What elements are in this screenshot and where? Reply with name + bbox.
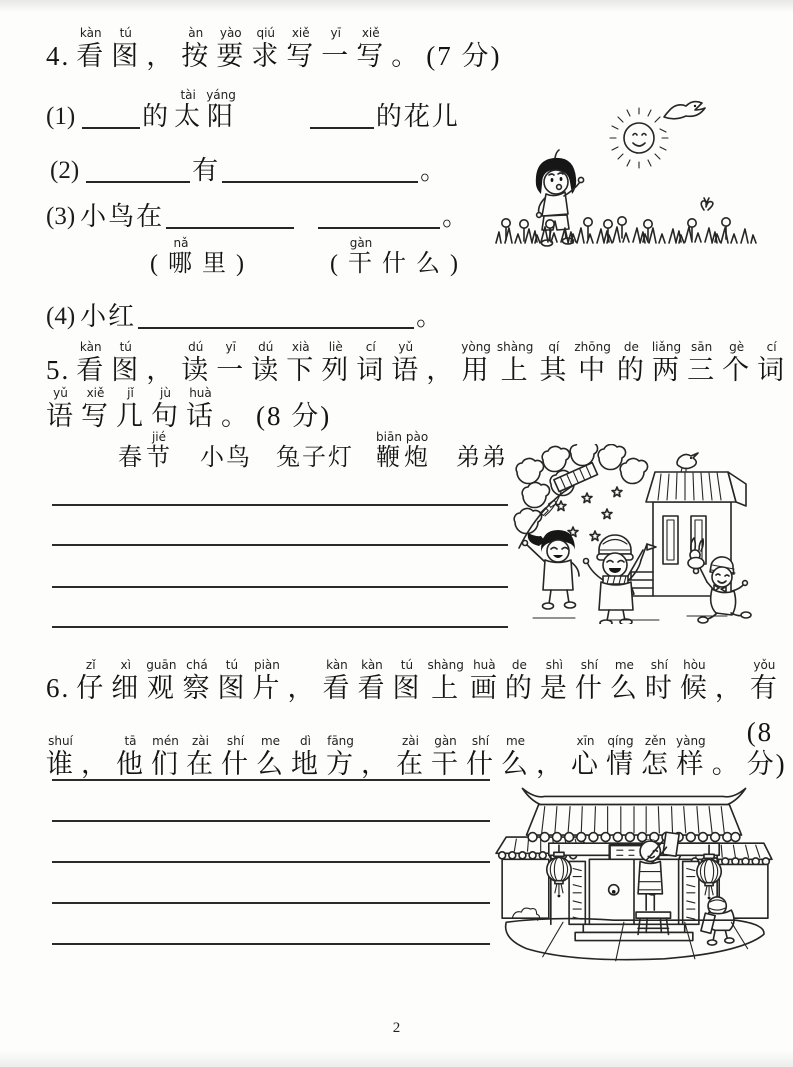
ruby-token: zǐ 仔 xyxy=(76,658,106,703)
ruby-token: de 的 xyxy=(504,658,534,703)
item-text xyxy=(142,88,236,132)
q4-item-2 xyxy=(50,142,448,186)
ruby-token: xīn 心 xyxy=(571,734,600,779)
q4-heading-text xyxy=(46,26,501,72)
ruby-token: 春 xyxy=(118,445,144,471)
answer-line[interactable] xyxy=(52,902,490,904)
fill-blank[interactable] xyxy=(86,177,190,183)
ruby-token: yào 要 xyxy=(216,26,246,71)
ruby-token: fāng 方 xyxy=(326,734,355,779)
answer-line[interactable] xyxy=(52,544,508,546)
ruby-token: gè 个 xyxy=(722,340,752,385)
ruby-token: 。 xyxy=(711,749,741,779)
ruby-token: dì 地 xyxy=(291,734,320,779)
ruby-token: liè 列 xyxy=(321,340,351,385)
item-text xyxy=(442,188,470,232)
ruby-token: mén 们 xyxy=(151,734,180,779)
ruby-token: piàn 片 xyxy=(252,658,282,703)
ruby-token: yǒu 有 xyxy=(749,658,779,703)
answer-line[interactable] xyxy=(52,504,508,506)
ruby-token: shí 什 xyxy=(466,734,495,779)
ruby-token: 。 xyxy=(416,302,445,331)
ruby-token: yǔ 语 xyxy=(46,386,75,431)
ruby-token: kàn 看 xyxy=(76,340,106,385)
fill-blank[interactable] xyxy=(310,123,374,129)
ruby-token: 有 xyxy=(192,156,221,185)
word-xiaoniao xyxy=(200,430,252,472)
answer-line[interactable] xyxy=(52,943,490,945)
ruby-token: biān 鞭 xyxy=(376,430,402,471)
question-6-heading xyxy=(46,658,779,704)
ruby-token: 的 xyxy=(142,102,171,131)
grass-and-flowers xyxy=(496,198,756,243)
ruby-token: gàn 干 xyxy=(431,734,460,779)
ruby-token: yòng 用 xyxy=(461,340,491,385)
bird-icon xyxy=(664,102,705,119)
item-text xyxy=(80,288,136,332)
scan-edge-top xyxy=(0,0,793,12)
ruby-token: shí 时 xyxy=(644,658,674,703)
ruby-token: shí 什 xyxy=(574,658,604,703)
q4-item-4 xyxy=(46,288,444,332)
ruby-token: 里 xyxy=(202,251,228,277)
ruby-token: ， xyxy=(426,355,456,385)
butterfly-icon xyxy=(701,198,713,210)
newyear-celebration-illustration xyxy=(503,444,773,624)
ruby-token: ， xyxy=(81,749,110,779)
word-didi xyxy=(456,430,508,472)
answer-line[interactable] xyxy=(52,626,508,628)
ruby-token: 。 xyxy=(391,41,421,71)
ruby-token: dú 读 xyxy=(251,340,281,385)
answer-line[interactable] xyxy=(52,586,508,588)
ruby-token: 小红 xyxy=(80,302,137,331)
ruby-token: dú 读 xyxy=(181,340,211,385)
ruby-token: huà 画 xyxy=(469,658,499,703)
ruby-token: ， xyxy=(146,41,176,71)
ruby-token: 小鸟在 xyxy=(80,202,165,231)
item-text xyxy=(192,142,220,186)
ruby-token: ， xyxy=(361,749,390,779)
ruby-token: sān 三 xyxy=(687,340,717,385)
ruby-token: shàng 上 xyxy=(496,340,534,385)
ruby-token: qiú 求 xyxy=(251,26,281,71)
ruby-token: de 的 xyxy=(616,340,646,385)
ruby-token: 么 xyxy=(416,251,442,277)
ruby-token: ， xyxy=(536,749,565,779)
ruby-token: zài 在 xyxy=(396,734,425,779)
ruby-token: yī 一 xyxy=(321,26,351,71)
ruby-token: cí 词 xyxy=(356,340,386,385)
item-text xyxy=(420,142,448,186)
ruby-token: yáng 阳 xyxy=(206,88,236,131)
item-text xyxy=(376,88,460,132)
ruby-token: ) xyxy=(236,251,246,277)
hint-where xyxy=(150,236,246,278)
ruby-token: cí 词 xyxy=(757,340,787,385)
ruby-token: ( xyxy=(330,251,340,277)
word-tuzideng xyxy=(276,430,354,472)
ruby-token: qí 其 xyxy=(539,340,569,385)
bird-icon xyxy=(677,453,698,472)
ruby-token: me 么 xyxy=(501,734,530,779)
ruby-token: tú 图 xyxy=(217,658,247,703)
ruby-token: jǐ 几 xyxy=(116,386,145,431)
ruby-token: yàng 样 xyxy=(676,734,706,779)
question-5-heading-line2 xyxy=(46,386,331,432)
ruby-token: chá 察 xyxy=(182,658,212,703)
item-text xyxy=(416,288,444,332)
ruby-token: yī 一 xyxy=(216,340,246,385)
ruby-token: ， xyxy=(287,673,317,703)
ruby-token: me 么 xyxy=(609,658,639,703)
ruby-token: pào 炮 xyxy=(404,430,430,471)
fill-blank[interactable] xyxy=(222,177,418,183)
ruby-token: 6. xyxy=(46,673,71,703)
ruby-token: shuí 谁 xyxy=(46,734,75,779)
q4-item-3 xyxy=(46,188,470,232)
ruby-token: nǎ 哪 xyxy=(168,236,194,277)
ruby-token: 的花儿 xyxy=(375,102,460,131)
ruby-token: gàn 干 xyxy=(348,236,374,277)
ruby-token: liǎng 两 xyxy=(651,340,682,385)
ruby-token: 。 xyxy=(420,156,449,185)
fill-blank[interactable] xyxy=(166,223,294,229)
q6-heading-line2 xyxy=(46,702,793,780)
spring-couplets-illustration xyxy=(492,770,776,968)
ruby-token: tā 他 xyxy=(116,734,145,779)
ruby-token: 弟弟 xyxy=(456,445,508,471)
item-label: (4) xyxy=(46,303,76,330)
ruby-token: shì 是 xyxy=(539,658,569,703)
ruby-token: (8 分) xyxy=(256,401,332,431)
item-label: (1) xyxy=(46,103,76,130)
ruby-token: tú 图 xyxy=(111,340,141,385)
ruby-token: tú 图 xyxy=(111,26,141,71)
ruby-token: 5. xyxy=(46,355,71,385)
q4-item-3-hints xyxy=(150,236,460,278)
ruby-token: (7 分) xyxy=(426,41,502,71)
ruby-token: ， xyxy=(714,673,744,703)
ruby-token: me 么 xyxy=(256,734,285,779)
answer-line[interactable] xyxy=(52,861,490,863)
item-text xyxy=(80,188,164,232)
fill-blank[interactable] xyxy=(318,223,440,229)
ruby-token: 什 xyxy=(382,251,408,277)
ruby-token: tài 太 xyxy=(174,88,203,131)
ruby-token: xiě 写 xyxy=(356,26,386,71)
word-bianpao xyxy=(376,430,430,472)
ruby-token: 。 xyxy=(221,401,250,431)
question-5-heading xyxy=(46,340,786,386)
hint-doing-what xyxy=(330,236,460,278)
q4-item-1 xyxy=(46,88,460,132)
page-number: 2 xyxy=(392,1020,401,1036)
ruby-token: shàng 上 xyxy=(427,658,464,703)
item-label: (3) xyxy=(46,203,76,230)
ruby-token: jié 节 xyxy=(146,430,172,471)
question-6-heading-line2 xyxy=(46,702,793,780)
ruby-token: kàn 看 xyxy=(322,658,352,703)
ruby-token: xiě 写 xyxy=(81,386,110,431)
smoke-clouds xyxy=(514,444,647,534)
ruby-token: xiě 写 xyxy=(286,26,316,71)
q6-heading-line1 xyxy=(46,658,779,704)
ruby-token: zhōng 中 xyxy=(574,340,611,385)
ruby-token: xià 下 xyxy=(286,340,316,385)
ruby-token: tú 图 xyxy=(392,658,422,703)
answer-line[interactable] xyxy=(52,820,490,822)
word-chunjie xyxy=(118,430,172,472)
fill-blank[interactable] xyxy=(138,323,414,329)
ruby-token: àn 按 xyxy=(181,26,211,71)
question-4-heading xyxy=(46,26,501,72)
ruby-token: ， xyxy=(146,355,176,385)
ruby-token: ( xyxy=(150,251,160,277)
ruby-token: guān 观 xyxy=(146,658,177,703)
ruby-token: huà 话 xyxy=(186,386,215,431)
ruby-token: zěn 怎 xyxy=(641,734,670,779)
ruby-token: shí 什 xyxy=(221,734,250,779)
ruby-token: yǔ 语 xyxy=(391,340,421,385)
ruby-token: hòu 候 xyxy=(679,658,709,703)
item-label: (2) xyxy=(50,157,80,184)
meadow-illustration xyxy=(492,90,762,250)
word-list xyxy=(118,430,508,472)
ruby-token: xì 细 xyxy=(111,658,141,703)
ruby-token: kàn 看 xyxy=(76,26,106,71)
ruby-token: qíng 情 xyxy=(606,734,635,779)
ruby-token: zài 在 xyxy=(186,734,215,779)
ruby-token: 4. xyxy=(46,41,71,71)
girl-figure xyxy=(523,530,580,609)
ruby-token: 小鸟 xyxy=(200,445,252,471)
ruby-token: 。 xyxy=(442,202,471,231)
sun-icon xyxy=(610,108,668,168)
ruby-token: kàn 看 xyxy=(357,658,387,703)
q5-heading-line2 xyxy=(46,386,331,432)
ruby-token: 兔子灯 xyxy=(276,445,354,471)
ruby-token: (8 分) xyxy=(746,717,787,779)
ruby-token: jù 句 xyxy=(151,386,180,431)
answer-line[interactable] xyxy=(52,779,490,781)
q5-heading-line1 xyxy=(46,340,786,386)
fill-blank[interactable] xyxy=(82,123,140,129)
ruby-token: ) xyxy=(450,251,460,277)
scan-edge-bottom xyxy=(0,1051,793,1067)
